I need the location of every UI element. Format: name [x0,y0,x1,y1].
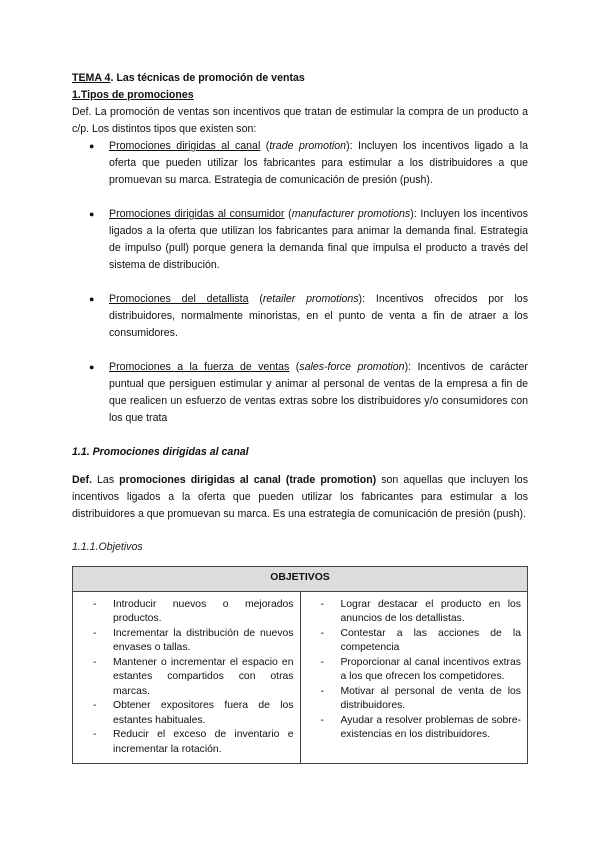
bullet-term: Promociones a la fuerza de ventas [109,361,290,373]
dash-icon: - [93,627,97,639]
list-item: - Obtener expositores fuera de los estantes habituales. [93,700,294,726]
list-item: - Introducir nuevos o mejorados productos. [93,598,294,625]
bullet-icon: ● [89,294,95,304]
objectives-table [72,566,528,764]
title-text: . Las técnicas de promoción de ventas [110,72,305,84]
dash-icon: - [320,714,324,726]
list-item: - Reducir el exceso de inventario e incrementar la rotación. [93,729,294,755]
dash-icon: - [320,685,324,697]
list-item: ● Promociones a la fuerza de ventas (sales-force promotion): Incentivos de carácter puntual que persiguen estimular y animar al personal de ventas de la empresa a fin de que realicen un esfuerzo de ventas extras sobre los distribuidores y/o consumidores con los que trata [89,361,528,424]
bullet-english-term: trade promotion [269,140,347,152]
list-item: - Motivar al personal de venta de los distribuidores. [320,685,521,712]
bullet-text: ): Incluyen los incentivos ligado a la oferta que pueden utilizar los fabricantes para estimular a los distribuidores a que promuevan su marca. Estrategia de comunicación de presión (push). [109,140,528,186]
dash-icon: - [93,700,97,712]
bullet-english-term: sales-force promotion [299,361,405,373]
section-1-definition: Def. La promoción de ventas son incentivos que tratan de estimular la compra de un producto a c/p. Los distintos tipos que existen son: [72,106,528,135]
bullet-term: Promociones del detallista [109,293,249,305]
objectives-right-column [300,591,528,764]
promotion-types-list [72,138,528,427]
list-item: - Contestar a las acciones de la competencia [320,627,521,654]
list-item: - Mantener o incrementar el espacio en estantes compartidos con otras marcas. [93,656,294,697]
section-1-1-1-heading: 1.1.1.Objetivos [72,540,143,553]
dash-icon: - [93,729,97,741]
list-item: - Ayudar a resolver problemas de sobre-existencias en los distribuidores. [320,714,521,741]
definition-term: promociones dirigidas al canal (trade promotion) [119,473,377,486]
dash-icon: - [93,656,97,668]
bullet-text: ): Incluyen los incentivos ligados a la oferta que utilizan los fabricantes para animar la demanda final. Estrategia de impulso (pull) porque genera la demanda final que impulsa el producto a través del sistema de distribución. [109,208,528,271]
bullet-text: ): Incentivos ofrecidos por los distribuidores, normalmente minoristas, en el punto de venta a fin de atraer a los consumidores. [109,293,528,339]
list-item: ● Promociones dirigidas al canal (trade promotion): Incluyen los incentivos ligado a la oferta que pueden utilizar los fabricantes para estimular a los distribuidores a que promuevan su marca. Estrategia de comunicación de presión (push). [89,140,528,186]
objectives-left-column [73,591,301,764]
tema-label: TEMA 4 [72,72,111,84]
section-1-1-definition: Def. Las promociones dirigidas al canal (trade promotion) son aquellas que incluyen los incentivos ligados a la oferta que pueden utilizar los fabricantes para estimular a los distribuidores a que promuevan su marca. Es una estrategia de comunicación de presión (push). [72,473,528,520]
list-item: ● Promociones dirigidas al consumidor (manufacturer promotions): Incluyen los incentivos ligados a la oferta que utilizan los fabricantes para animar la demanda final. Estrategia de impulso (pull) porque genera la demanda final que impulsa el producto a través del sistema de distribución. [89,208,528,271]
list-item: ● Promociones del detallista (retailer promotions): Incentivos ofrecidos por los distribuidores, normalmente minoristas, en el punto de venta a fin de atraer a los consumidores. [89,293,528,339]
bullet-term: Promociones dirigidas al canal [109,140,261,152]
section-1-heading: 1.Tipos de promociones [72,89,194,101]
bullet-term: Promociones dirigidas al consumidor [109,208,285,220]
definition-text: son aquellas que incluyen los incentivos ligados a la oferta que pueden utilizar los fabricantes para estimular a los distribuidores a que promuevan su marca. Es una estrategia de comunicación de presión (push). [72,473,528,520]
section-1-1-heading: 1.1. Promociones dirigidas al canal [72,446,249,458]
list-item: - Lograr destacar el producto en los anuncios de los detallistas. [320,598,521,625]
dash-icon: - [320,598,324,610]
bullet-english-term: manufacturer promotions [291,208,411,220]
objectives-table-header: OBJETIVOS [73,567,528,592]
bullet-text: ): Incentivos de carácter puntual que persiguen estimular y animar al personal de ventas de la empresa a fin de que realicen un esfuerzo de ventas extras sobre los distribuidores y/o consumidores con los que trata [109,361,528,424]
dash-icon: - [320,656,324,668]
list-item: - Proporcionar al canal incentivos extras a los que ofrecen los competidores. [320,656,521,683]
definition-label: Def. [72,473,93,486]
page-title [72,70,528,87]
bullet-icon: ● [89,362,95,372]
document-content [72,70,528,764]
list-item: - Incrementar la distribución de nuevos envases o tallas. [93,627,294,654]
bullet-icon: ● [89,141,95,151]
dash-icon: - [320,627,324,639]
bullet-icon: ● [89,209,95,219]
bullet-english-term: retailer promotions [262,293,359,305]
dash-icon: - [93,598,97,610]
